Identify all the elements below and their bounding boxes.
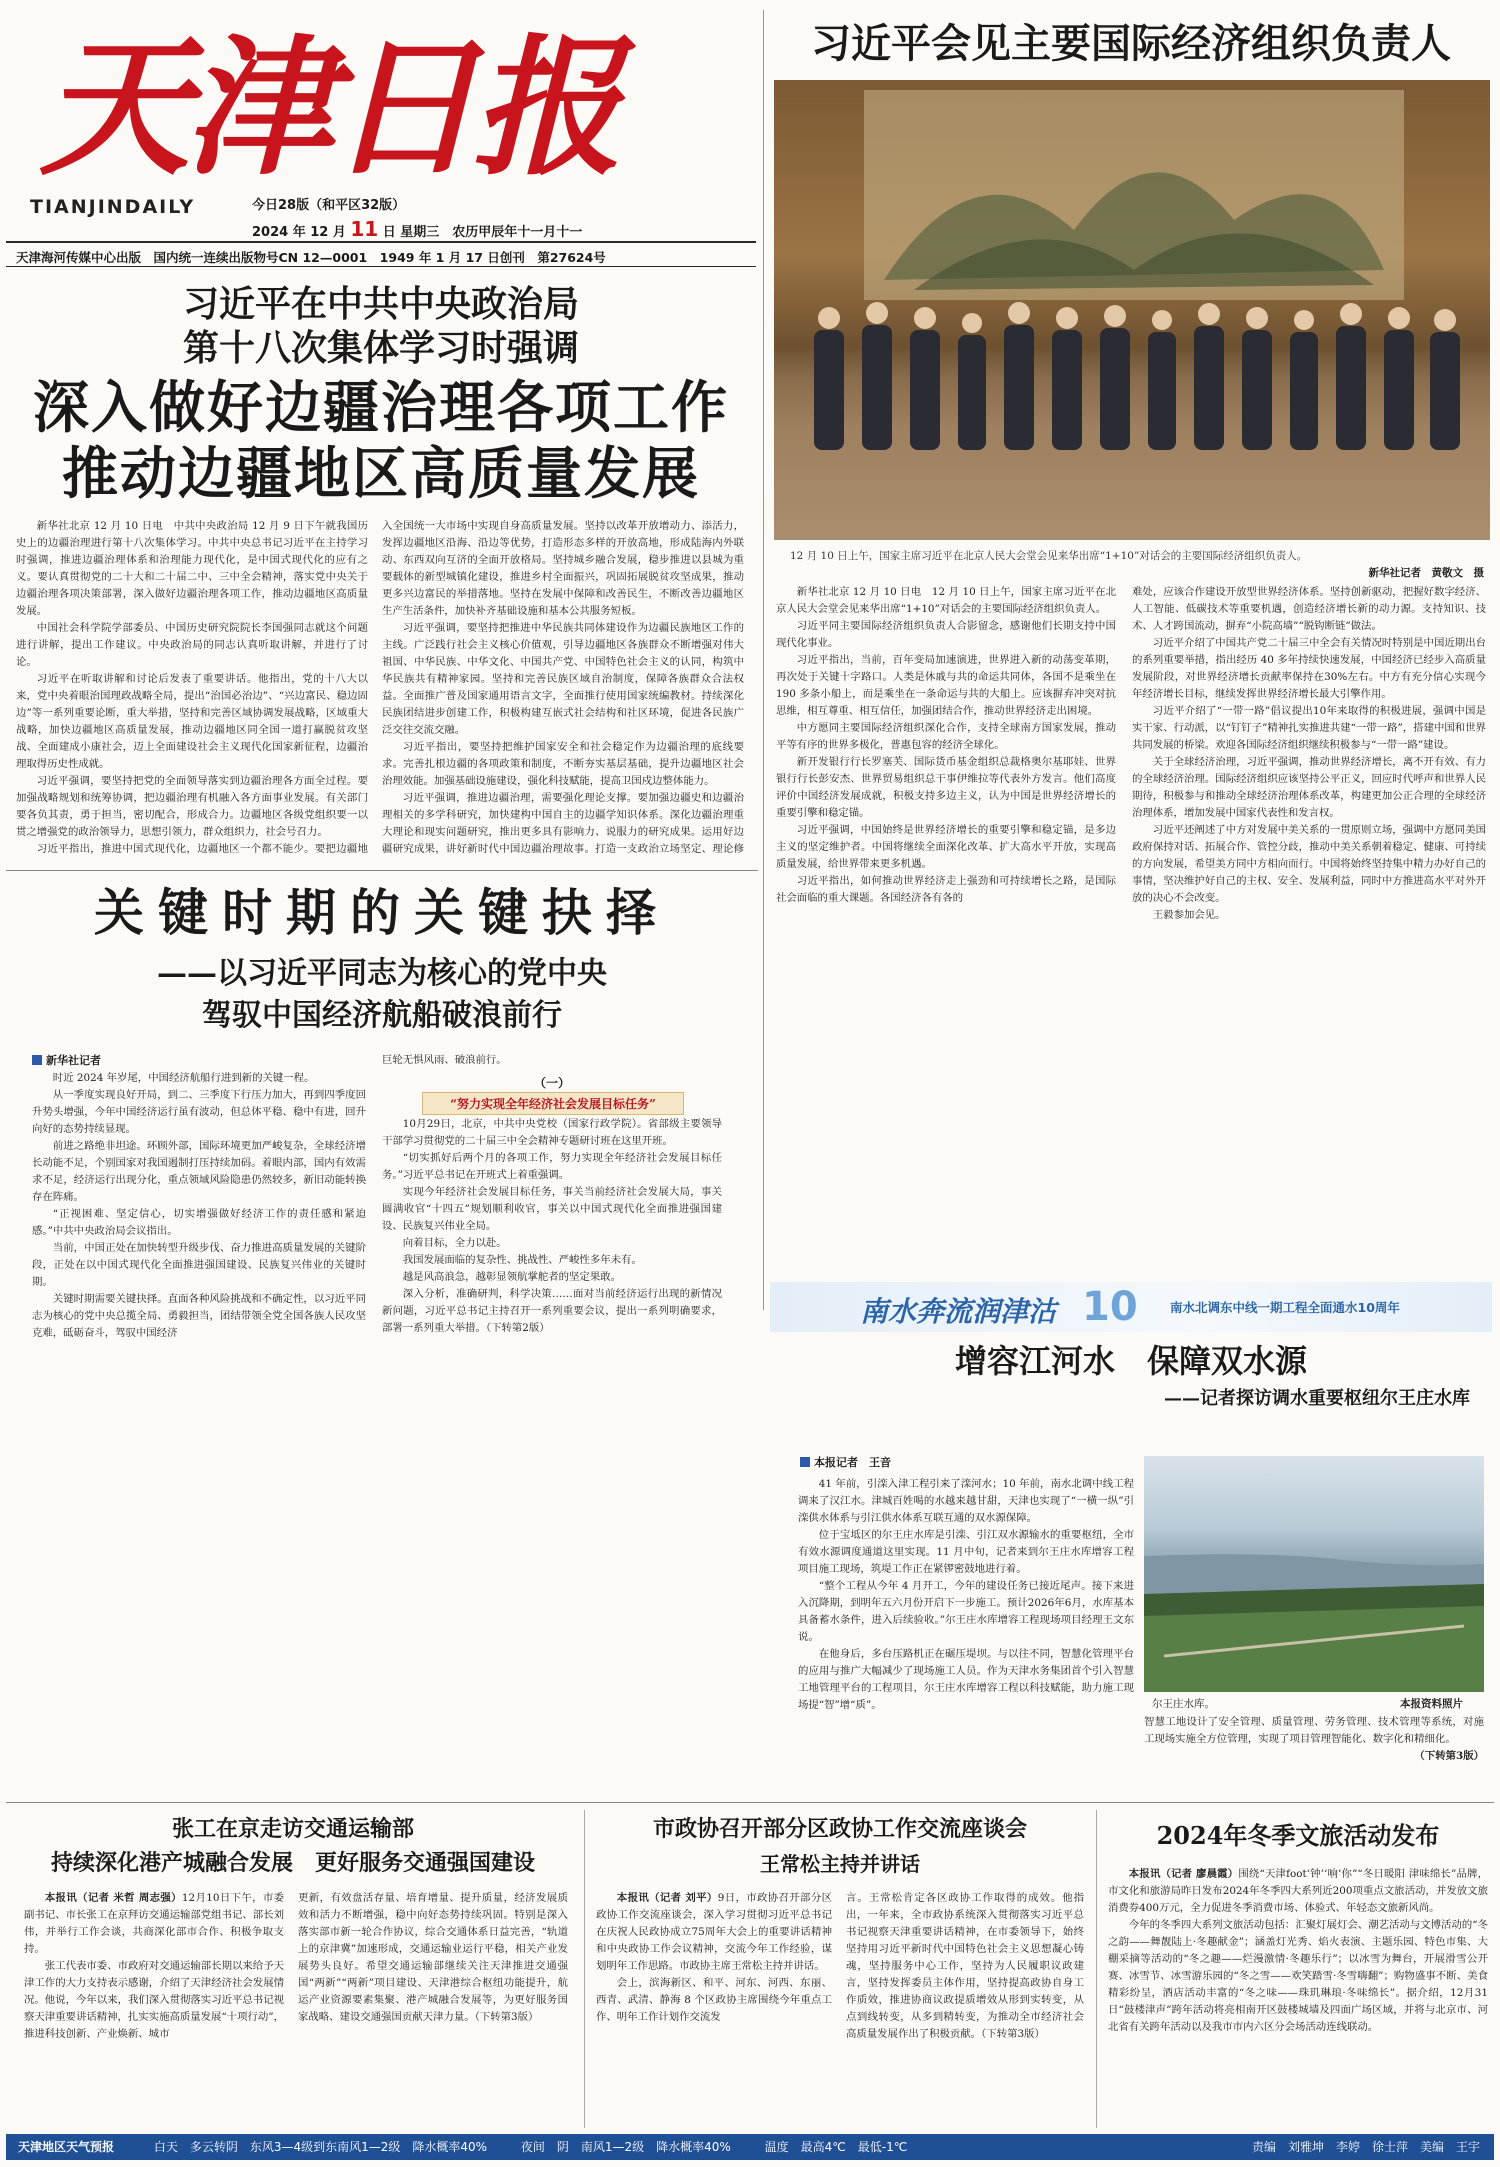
water-photo — [1144, 1456, 1484, 1692]
bottom-3-title: 2024年冬季文旅活动发布 — [1156, 1821, 1440, 1850]
feature-headline: 关键时期的关键抉择 — [94, 883, 670, 942]
paragraph: 智慧工地设计了安全管理、质量管理、劳务管理、技术管理等系统，对施工现场实施全方位管理，实现了项目管理智能化、数字化和精细化。 — [1144, 1716, 1484, 1745]
weather-bar — [6, 2134, 1494, 2160]
paragraph-text: 围绕“天津foot‘钟’‘响’你”“冬日暖阳 津味绵长”品牌，市文化和旅游局昨日发布2024年冬季四大系列近200项重点文旅活动，并发放文旅消费券400万元，全力促进冬季消费市场、体验式、年轻态文旅新风尚。 — [1108, 1868, 1488, 1914]
paragraph: 关键时期需要关键抉择。直面各种风险挑战和不确定性，以习近平同志为核心的党中央总揽全局、勇毅担当，团结带领全党全国各族人民攻坚克难，砥砺奋斗，驾驭中国经济 — [32, 1293, 366, 1339]
paragraph: 41 年前，引滦入津工程引来了滦河水；10 年前，南水北调中线工程调来了汉江水。津城百姓喝的水越来越甘甜，天津也实现了“一横一纵”引滦供水体系与引江供水体系互联互通的双水源保障。 — [798, 1478, 1134, 1524]
lead-kicker-1: 习近平在中共中央政治局 — [182, 283, 579, 325]
feature-body-col-1 — [32, 1070, 366, 1410]
meeting-photo-credit: 新华社记者 黄敬文 摄 — [1368, 567, 1484, 579]
paragraph: 习近平强调，推进边疆治理，需要强化理论支撑。要加强边疆史和边疆治理相关的多学科研究，加快建构中国自主的边疆学知识体系。深化边疆治理重大理论和现实问题研究，推出更多具有影响力、说服力的研究成果。运用好边疆研究成果，讲好新时代中国边疆治理故事。打造一支政治立场坚定、理论修 — [382, 792, 744, 855]
reservoir-photo-illustration — [1144, 1456, 1484, 1692]
paragraph: 习近平指出，要坚持把维护国家安全和社会稳定作为边疆治理的底线要求。完善扎根边疆的各项政策和制度，不断夯实基层基础，提升边疆地区社会治理效能。加强基础设施建设，强化科技赋能，提高卫国戍边整体能力。 — [382, 741, 744, 787]
meeting-photo — [774, 80, 1490, 540]
paragraph: 王毅参加会见。 — [1152, 909, 1226, 921]
feature-body-col-2 — [382, 1116, 722, 1410]
lead-story — [6, 272, 756, 868]
paragraph — [596, 1890, 832, 1975]
paragraph: 习近平强调，要坚持把党的全面领导落实到边疆治理各方面全过程。要加强战略规划和统筹协调，把边疆治理有机融入各方面事业发展。有关部门要各负其责，勇于担当，密切配合，形成合力。边疆地区各级党组织要一以贯之增强党的政治领导力，思想引领力，群众组织力，社会号召力。 — [16, 775, 368, 838]
water-byline-text: 本报记者 王音 — [814, 1456, 891, 1469]
meeting-photo-illustration — [774, 80, 1490, 540]
water-banner-badge: 10 — [1082, 1284, 1138, 1330]
paragraph: 习近平指出，如何推动世界经济走上强劲和可持续增长之路，是国际社会面临的重大课题。各国经济各有各的 — [776, 875, 1116, 904]
bottom-2-col-2 — [846, 1890, 1084, 2126]
edition-info: 今日28版（和平区32版） — [252, 198, 406, 213]
water-byline — [800, 1454, 891, 1470]
paragraph: 习近平介绍了中国共产党二十届三中全会有关情况时特别是中国近期出台的系列重要举措，指出经历 40 多年持续快速发展，中国经济已经步入高质量发展阶段，对世界经济增长贡献率保持在30%左右。中方有充分信心实现今年经济增长目标，继续发挥世界经济增长最大引擎作用。 — [1132, 637, 1486, 700]
water-body-col-2 — [1144, 1714, 1484, 1770]
weather-night: 夜间 阴 南风1—2级 降水概率40% — [520, 2140, 731, 2154]
bottom-divider-2 — [1096, 1810, 1097, 2128]
paragraph: 中方愿同主要国际经济组织深化合作，支持全球南方国家发展，推动平等有序的世界多极化，普惠包容的经济全球化。 — [776, 722, 1116, 751]
paragraph: 时近 2024 年岁尾，中国经济航船行进到新的关键一程。 — [52, 1072, 315, 1084]
paragraph: 越是风高浪急，越彰显领航掌舵者的坚定果敢。 — [402, 1271, 621, 1283]
paragraph: 习近平强调，要坚持把推进中华民族共同体建设作为边疆民族地区工作的主线。广泛践行社会主义核心价值观，引导边疆地区各族群众不断增强对伟大祖国、中华民族、中华文化、中国共产党、中国特色社会主义的认同，构筑中华民族共有精神家园。坚持和完善民族区域自治制度，保障各族群众合法权益。全面推广普及国家通用语言文字，全面推行使用国家统编教材。持续深化民族团结进步创建工作，积极构建互嵌式社会结构和社区环境，促进各民族广泛交往交流交融。 — [382, 622, 744, 736]
water-headline: 增容江河水 保障双水源 — [954, 1342, 1307, 1380]
bottom-2-title-2: 王常松主持并讲话 — [760, 1852, 920, 1876]
water-banner-title: 南水奔流润津沽 — [860, 1295, 1057, 1328]
feature-subhead-2: 驾驭中国经济航船破浪前行 — [202, 998, 562, 1033]
water-body-col-1 — [798, 1476, 1134, 1796]
paragraph: “切实抓好后两个月的各项工作，努力实现全年经济社会发展目标任务。”习近平总书记在开班式上着重强调。 — [382, 1152, 722, 1181]
paragraph: 入全国统一大市场中实现自身高质量发展。坚持以改革开放增动力、添活力，发挥边疆地区沿海、沿边等优势，打造形态多样的开放高地，形成陆海内外联动、东西双向互济的全面开放格局。坚持城乡融合发展，稳步推进以县城为重要载体的新型城镇化建设，推进乡村全面振兴，巩固拓展脱贫攻坚成果，推动更多兴边富民的举措落地。坚持在发展中保障和改善民生，不断改善边疆地区生产生活条件，加快补齐基础设施和基本公共服务短板。 — [382, 520, 744, 617]
lead-kicker-2: 第十八次集体学习时强调 — [182, 327, 579, 369]
meeting-headline: 习近平会见主要国际经济组织负责人 — [811, 20, 1451, 67]
lead-body-col-1 — [16, 518, 368, 860]
paragraph — [1108, 1866, 1488, 1917]
bottom-divider-1 — [584, 1810, 585, 2128]
feature-byline — [32, 1052, 101, 1068]
bottom-story-2 — [590, 1806, 1090, 2132]
paragraph: 习近平介绍了“一带一路”倡议提出10年来取得的积极进展，强调中国是实干家、行动派，以“钉钉子”精神扎实推进共建“一带一路”，搭建中国和世界共同发展的桥梁。欢迎各国际经济组织继续积极参与“一带一路”建设。 — [1132, 705, 1486, 751]
meeting-story — [770, 10, 1492, 1310]
lead-headline-2: 推动边疆地区高质量发展 — [62, 441, 700, 507]
bottom-3-col — [1108, 1866, 1488, 2128]
paragraph: 习近平指出，推进中国式现代化，边疆地区一个都不能少。要把边疆地 — [36, 843, 368, 855]
continuation: （下转第3版） — [1414, 1750, 1484, 1762]
paragraph: “整个工程从今年 4 月开工，今年的建设任务已接近尾声。接下来进入沉降期，到明年五六月份开启下一步施工。预计2026年6月，水库基本具备蓄水条件，进入后续验收。”尔王庄水库增容工程现场项目经理王文东说。 — [798, 1580, 1134, 1643]
lead-body-col-2 — [382, 518, 744, 860]
bottom-1-col-2 — [298, 1890, 568, 2126]
meeting-body-col-1 — [776, 584, 1116, 1268]
lead-headline-1: 深入做好边疆治理各项工作 — [33, 375, 729, 441]
section-rule-left — [6, 870, 758, 871]
feature-section-no: （一） — [533, 1076, 570, 1090]
paragraph: 实现今年经济社会发展目标任务，事关当前经济社会发展大局，事关圆满收官“十四五”规划顺利收官，事关以中国式现代化全面推进强国建设、民族复兴伟业全局。 — [382, 1186, 722, 1232]
masthead-rule — [6, 241, 756, 243]
byline: 本报讯（记者 米哲 周志强） — [44, 1892, 182, 1904]
paragraph: 张工代表市委、市政府对交通运输部长期以来给予天津工作的大力支持表示感谢，介绍了天津经济社会发展情况。他说，今年以来，我们深入贯彻落实习近平总书记视察天津重要讲话精神，扎实实施高质量发展“十项行动”，推进科技创新、产业焕新、城市 — [24, 1960, 284, 2040]
byline-marker-icon — [32, 1055, 42, 1065]
paragraph: 10月29日，北京，中共中央党校（国家行政学院）。省部级主要领导干部学习贯彻党的二十届三中全会精神专题研讨班在这里开班。 — [382, 1118, 722, 1147]
paragraph: 新开发银行行长罗塞芙、国际货币基金组织总裁格奥尔基耶娃、世界银行行长彭安杰、世界贸易组织总干事伊维拉等代表外方发言。他们高度评价中国经济发展成就，积极支持多边主义，认为中国是世界经济增长的重要引擎和稳定锚。 — [776, 756, 1116, 819]
bottom-story-3 — [1102, 1806, 1494, 2132]
date-suffix: 日 星期三 农历甲辰年十一月十一 — [382, 225, 583, 240]
paragraph: 当前，中国正处在加快转型升级步伐、奋力推进高质量发展的关键阶段，正处在以中国式现代化全面推进强国建设、民族复兴伟业的关键时期。 — [32, 1242, 366, 1288]
paragraph: 习近平强调，中国始终是世界经济增长的重要引擎和稳定锚，是多边主义的坚定维护者。中国将继续全面深化改革、扩大高水平开放，实现高质量发展，给世界带来更多机遇。 — [776, 824, 1116, 870]
paragraph: 习近平在听取讲解和讨论后发表了重要讲话。他指出，党的十八大以来，党中央着眼治国理政战略全局，提出“治国必治边”、“兴边富民、稳边固边”等一系列重要论断，重大举措，坚持和完善区域协调发展战略，区域重大战略，加快边疆地区高质量发展，推动边疆地区同全国一道打赢脱贫攻坚战、全面建成小康社会，迈上全面建设社会主义现代化国家新征程，边疆治理取得历史性成就。 — [16, 673, 368, 770]
feature-subhead-1: ——以习近平同志为核心的党中央 — [157, 956, 607, 991]
paragraph: 前进之路绝非坦途。环顾外部，国际环境更加严峻复杂，全球经济增长动能不足，个别国家对我国遏制打压持续加码。着眼内部，国内有效需求不足，经济运行出现分化，重点领域风险隐患仍然较多，新旧动能转换存在阵痛。 — [32, 1140, 366, 1203]
paragraph: “正视困难、坚定信心，切实增强做好经济工作的责任感和紧迫感。”中共中央政治局会议指出。 — [32, 1208, 366, 1237]
bottom-2-col-1 — [596, 1890, 832, 2126]
feature-section-title: “努力实现全年经济社会发展目标任务” — [422, 1092, 684, 1115]
column-divider — [763, 10, 764, 1310]
bottom-story-1 — [6, 1806, 580, 2132]
byline: 本报讯（记者 刘平） — [616, 1892, 718, 1904]
paragraph: 中国社会科学院学部委员、中国历史研究院院长李国强同志就这个问题进行讲解，提出工作建议。中央政治局的同志认真听取讲解，并进行了讨论。 — [16, 622, 368, 668]
meeting-photo-caption: 12 月 10 日上午，国家主席习近平在北京人民大会堂会见来华出席“1+10”对话会的主要国际经济组织负责人。 — [790, 550, 1308, 562]
paragraph: 我国发展面临的复杂性、挑战性、严峻性多年未有。 — [402, 1254, 642, 1266]
paragraph-text: 9日，市政协召开部分区政协工作交流座谈会，深入学习贯彻习近平总书记在庆祝人民政协成立75周年大会上的重要讲话精神和中央政协工作会议精神，交流今年工作经验，谋划明年工作思路。市政协主席王常松主持并讲话。 — [596, 1892, 832, 1972]
water-photo-caption: 尔王庄水库。 — [1152, 1698, 1215, 1710]
paragraph: 关于全球经济治理，习近平强调，推动世界经济增长，离不开有效、有力的全球经济治理。国际经济组织应该坚持公平正义，回应时代呼声和世界人民期待，积极参与和推动全球经济治理体系改革，构建更加公正合理的全球经济治理体系，增加发展中国家代表性和发言权。 — [1132, 756, 1486, 819]
paragraph: 习近平还阐述了中方对发展中美关系的一贯原则立场，强调中方愿同美国政府保持对话、拓展合作、管控分歧，推动中美关系朝着稳定、健康、可持续的方向发展，希望美方同中方相向而行。中国将始终坚持集中精力办好自己的事情，坚决维护好自己的主权、安全、发展利益，同时中方推进高水平对外开放的决心不会改变。 — [1132, 824, 1486, 904]
paragraph: 言。王常松肯定各区政协工作取得的成效。他指出，一年来，全市政协系统深入贯彻落实习近平总书记视察天津重要讲话精神，在市委领导下，始终坚持用习近平新时代中国特色社会主义思想凝心铸魂，坚持服务中心工作，坚持为人民履职议政建言，坚持发挥委员主体作用，坚持提高政协自身工作质效，推进协商议政提质增效从形到实转变，从点到线转变，从多到精转变，为推动全市经济社会高质量发展作出了积极贡献。（下转第3版） — [846, 1892, 1084, 2040]
weather-temp: 温度 最高4℃ 最低-1℃ — [764, 2140, 908, 2154]
feature-story — [6, 876, 758, 1596]
date-prefix: 2024 年 12 月 — [252, 225, 346, 240]
masthead — [20, 10, 760, 245]
bottom-1-title-2: 持续深化港产城融合发展 更好服务交通强国建设 — [50, 1850, 535, 1876]
masthead-title: 天津日报 — [40, 20, 617, 196]
paragraph: 位于宝坻区的尔王庄水库是引滦、引江双水源输水的重要枢纽，全市有效水源调度通道这里实现。11 月中旬，记者来到尔王庄水库增容工程项目施工现场，筑堤工作正在紧锣密鼓地进行着。 — [798, 1529, 1134, 1575]
section-rule-bottom — [6, 1802, 1494, 1803]
masthead-title-en: TIANJINDAILY — [30, 196, 196, 218]
water-photo-credit: 本报资料照片 — [1400, 1698, 1463, 1710]
byline-marker-icon — [800, 1457, 810, 1467]
paragraph: 更新，有效盘活存量、培育增量、提升质量，经济发展质效和活力不断增强，稳中向好态势持续巩固。特别是深入落实部市新一轮合作协议，综合交通体系日益完善，“轨道上的京津冀”加速形成，交通运输业运行平稳，相关产业发展势头良好。希望交通运输部继续关注天津推进交通强国“两新”“两新”项目建设、天津港综合枢纽功能提升，航运产业资源要素集聚、港产城融合发展等，为更好服务国家战略、建设交通强国贡献天津力量。（下转第3版） — [298, 1892, 568, 2023]
paragraph: 从一季度实现良好开局，到二、三季度下行压力加大，再到四季度回升势头增强，今年中国经济运行虽有波动，但总体平稳、稳中有进，回升向好的态势持续显现。 — [32, 1089, 366, 1135]
publisher-line: 天津海河传媒中心出版 国内统一连续出版物号CN 12—0001 1949 年 1 月 17 日创刊 第27624号 — [16, 250, 606, 265]
feature-byline-text: 新华社记者 — [46, 1054, 101, 1067]
byline: 本报讯（记者 廖晨霞） — [1128, 1868, 1239, 1880]
paragraph: 新华社北京 12 月 10 日电 12 月 10 日上午，国家主席习近平在北京人民大会堂会见来华出席“1+10”对话会的主要国际经济组织负责人。 — [776, 586, 1116, 615]
paragraph: 今年的冬季四大系列文旅活动包括：汇聚灯展灯会、潮艺活动与文博活动的“冬之韵——舞靓陆上·冬趣献金”；涵盖灯光秀、焰火表演、主题乐园、特色市集、大棚采摘等活动的“冬之趣——烂漫激情·冬趣乐行”；以冰雪为舞台，开展滑雪公开赛、冰雪节、冰雪游乐园的“冬之雪——欢笑踏雪·冬雪嗨翻”；购物盛事不断、美食精彩纷呈，酒店活动丰富的“冬之味——珠玑琳琅·冬味绵长”。据介绍，12月31日“鼓楼津声”跨年活动将亮相南开区鼓楼城墙及四面广场区域，并将与北京市、河北省有关跨年活动以及我市市内六区分会场活动连线联动。 — [1108, 1919, 1488, 2033]
paragraph-text: 12月10日下午，市委副书记、市长张工在京拜访交通运输部党组书记、部长刘伟，并举行工作会谈，共商深化部市合作、积极争取支持。 — [24, 1892, 284, 1955]
paragraph — [24, 1890, 284, 1958]
paragraph: 向着目标，全力以赴。 — [402, 1237, 507, 1249]
feature-body-col-2-top — [382, 1052, 722, 1070]
paragraph: 习近平指出，当前，百年变局加速演进，世界进入新的动荡变革期，再次处于关键十字路口。人类是休戚与共的命运共同体，各国不是乘坐在 190 多条小船上，而是乘坐在一条命运与共的大船上。应该摒弃冲突对抗思维，相互尊重、相互信任，加强团结合作，推动世界经济走出困境。 — [776, 654, 1116, 717]
date-day: 11 — [350, 217, 379, 241]
meeting-body-col-2 — [1132, 584, 1486, 1268]
paragraph: 新华社北京 12 月 10 日电 中共中央政治局 12 月 9 日下午就我国历史上的边疆治理进行第十八次集体学习。中共中央总书记习近平在主持学习时强调，推进边疆治理体系和治理能力现代化，是中国式现代化的应有之义。要认真贯彻党的二十大和二十届二中、三中全会精神，落实党中央关于边疆治理各项决策部署，深入做好边疆治理各项工作，推动边疆地区高质量发展。 — [16, 520, 368, 617]
paragraph: 在他身后，多台压路机正在碾压堤坝。与以往不同，智慧化管理平台的应用与推广大幅减少了现场施工人员。作为天津水务集团首个引入智慧工地管理平台的工程项目，尔王庄水库增容工程以科技赋能，助力施工现场提“智”增“质”。 — [798, 1648, 1134, 1711]
water-banner-sub: 南水北调东中线一期工程全面通水10周年 — [1170, 1300, 1400, 1315]
editor-credits: 责编 刘雅坤 李婷 徐士萍 美编 王宇 — [1251, 2140, 1480, 2154]
bottom-2-title-1: 市政协召开部分区政协工作交流座谈会 — [652, 1816, 1027, 1842]
weather-day: 白天 多云转阴 东风3—4级到东南风1—2级 降水概率40% — [153, 2140, 488, 2154]
water-banner — [770, 1282, 1492, 1332]
masthead-rule-bottom — [6, 266, 756, 267]
bottom-1-title-1: 张工在京走访交通运输部 — [171, 1816, 414, 1842]
paragraph: 难处，应该合作建设开放型世界经济体系。坚持创新驱动，把握好数字经济、人工智能、低碳技术等重要机遇，创造经济增长新的动力源。支持知识、技术、人才跨国流动，摒弃“小院高墙”“脱钩断链”做法。 — [1132, 586, 1486, 632]
paragraph: 习近平同主要国际经济组织负责人合影留念，感谢他们长期支持中国现代化事业。 — [776, 620, 1116, 649]
weather-label: 天津地区天气预报 — [18, 2140, 115, 2154]
water-subhead: ——记者探访调水重要枢纽尔王庄水库 — [1164, 1388, 1470, 1409]
paragraph: 巨轮无惧风雨、破浪前行。 — [382, 1054, 507, 1066]
issue-date — [252, 217, 582, 241]
bottom-1-col-1 — [24, 1890, 284, 2126]
paragraph: 深入分析，准确研判，科学决策……面对当前经济运行出现的新情况新问题，习近平总书记主持召开一系列重要会议，提出一系列明确要求，部署一系列重大举措。（下转第2版） — [382, 1288, 722, 1334]
paragraph: 会上，滨海新区、和平、河东、河西、东丽、西青、武清、静海 8 个区政协主席围绕今年重点工作、明年工作计划作交流发 — [596, 1977, 832, 2023]
